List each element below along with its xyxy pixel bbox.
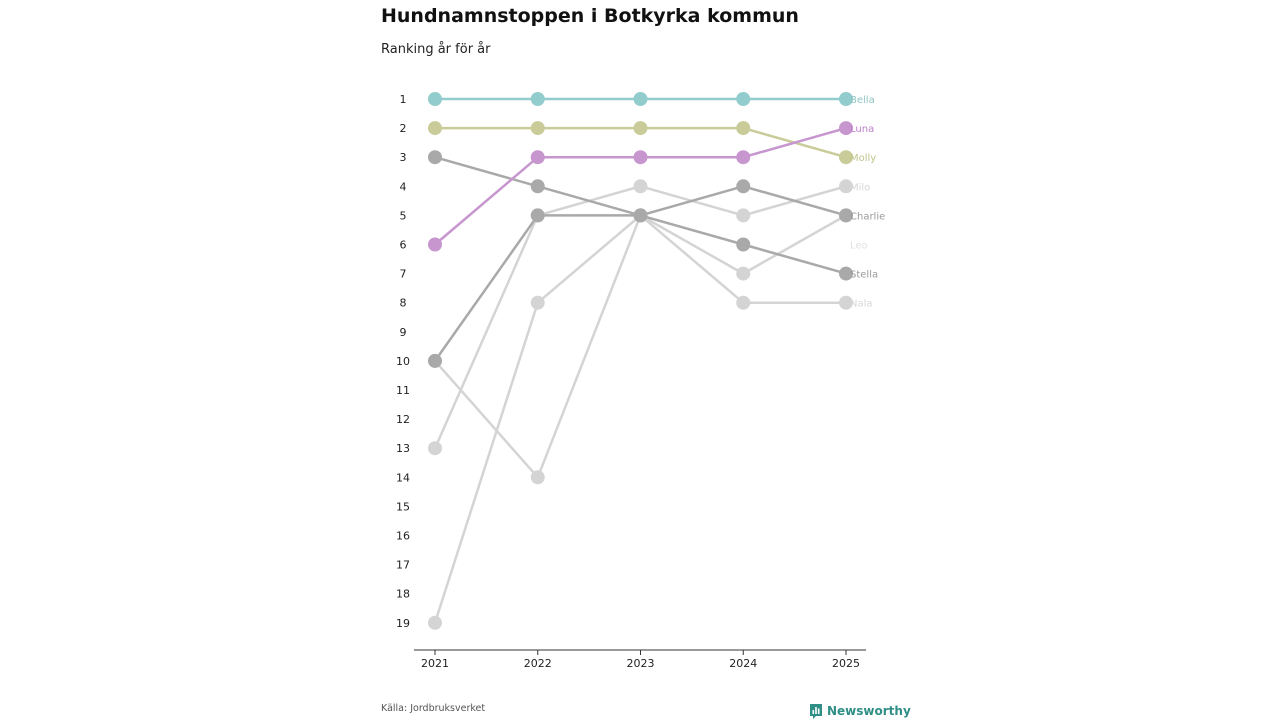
y-tick-label: 4: [399, 180, 407, 194]
y-tick-label: 8: [399, 296, 407, 310]
y-tick-label: 15: [396, 500, 410, 514]
data-point-molly: [634, 121, 648, 135]
data-point-charlie: [634, 208, 648, 222]
series-label-bella: Bella: [850, 95, 875, 106]
y-tick-label: 7: [399, 267, 407, 281]
data-point-leo: [736, 267, 750, 281]
y-tick-label: 5: [399, 209, 407, 223]
series-line-leo: [435, 215, 846, 622]
data-point-bella: [428, 92, 442, 106]
x-tick-label: 2021: [421, 657, 449, 670]
data-point-milo: [428, 441, 442, 455]
y-tick-label: 19: [396, 616, 410, 630]
data-point-charlie: [736, 179, 750, 193]
data-point-luna: [736, 150, 750, 164]
y-tick-label: 9: [399, 325, 407, 339]
y-tick-label: 6: [399, 238, 407, 252]
y-tick-label: 11: [396, 384, 410, 397]
series-line-stella: [435, 215, 846, 361]
y-tick-label: 2: [399, 122, 407, 136]
series-label-milo: Milo: [850, 182, 871, 194]
x-tick-label: 2025: [832, 657, 860, 670]
data-point-molly: [736, 121, 750, 135]
data-point-bella: [634, 92, 648, 106]
series-label-stella: Stella: [850, 269, 879, 281]
series-label-luna: Luna: [850, 124, 875, 136]
y-tick-label: 13: [396, 442, 410, 456]
data-point-molly: [428, 121, 442, 135]
data-point-nala: [531, 470, 545, 484]
series-label-charlie: Charlie: [850, 211, 886, 223]
chart-subtitle: Ranking år för år: [381, 42, 491, 57]
data-point-milo: [634, 179, 648, 193]
x-tick-label: 2022: [523, 657, 552, 670]
data-point-charlie: [428, 150, 442, 164]
data-point-luna: [428, 238, 442, 252]
series-line-milo: [435, 186, 846, 448]
brand-logo: [809, 701, 911, 721]
x-tick-label: 2024: [729, 657, 758, 670]
y-tick-label: 18: [396, 587, 410, 601]
chart-title: Hundnamnstoppen i Botkyrka kommun: [381, 5, 799, 27]
source-note: Källa: Jordbruksverket: [381, 703, 486, 714]
data-point-luna: [531, 150, 545, 164]
y-tick-label: 12: [396, 413, 410, 427]
data-point-luna: [634, 150, 648, 164]
y-tick-label: 14: [396, 471, 410, 485]
data-point-molly: [531, 121, 545, 135]
series-label-molly: Molly: [850, 153, 877, 165]
data-point-bella: [736, 92, 750, 106]
data-point-stella: [428, 354, 442, 368]
y-tick-label: 17: [396, 558, 410, 572]
data-point-bella: [531, 92, 545, 106]
data-point-charlie: [531, 179, 545, 193]
y-tick-label: 1: [399, 93, 407, 106]
data-point-milo: [736, 208, 750, 222]
series-line-nala: [435, 215, 846, 477]
data-point-leo: [428, 616, 442, 630]
brand-name: Newsworthy: [827, 704, 911, 718]
y-tick-label: 3: [399, 151, 407, 165]
series-label-nala: Nala: [850, 298, 873, 310]
y-tick-label: 16: [396, 529, 410, 543]
y-tick-label: 10: [396, 354, 410, 368]
x-tick-label: 2023: [626, 657, 655, 670]
series-label-leo: Leo: [850, 240, 868, 252]
newsworthy-logo-icon: [809, 703, 823, 720]
data-point-nala: [736, 296, 750, 310]
data-point-stella: [531, 208, 545, 222]
data-point-stella: [736, 238, 750, 252]
data-point-leo: [531, 296, 545, 310]
